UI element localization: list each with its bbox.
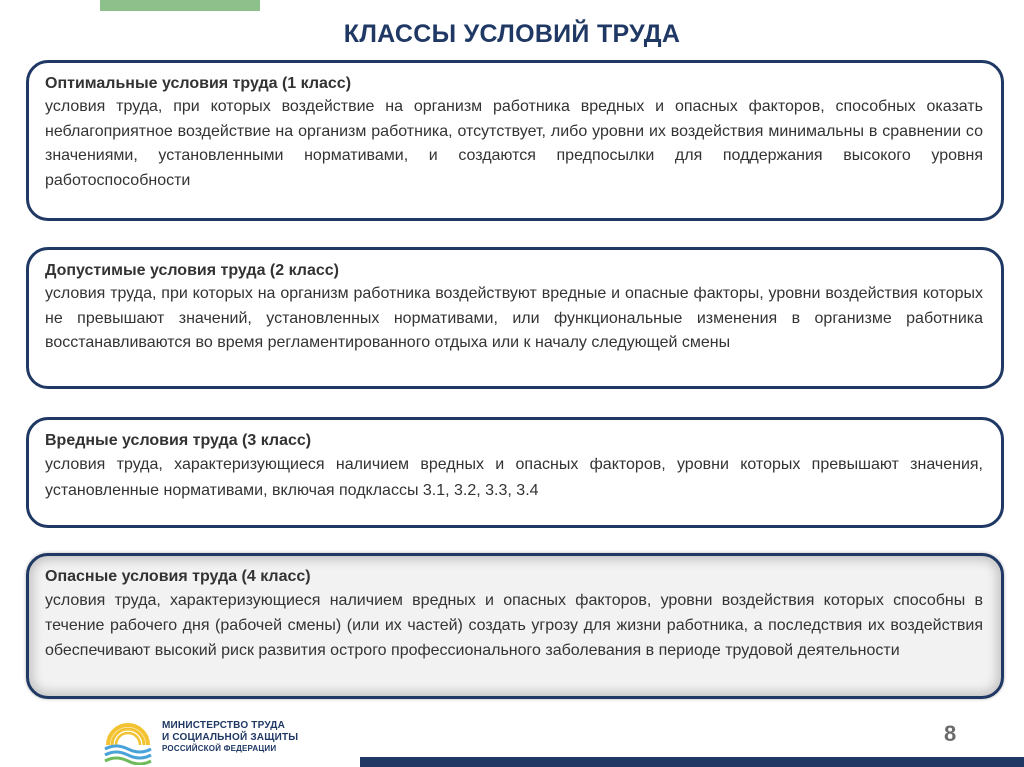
ministry-logo-icon [102, 715, 154, 765]
slide-title: КЛАССЫ УСЛОВИЙ ТРУДА [343, 20, 681, 48]
class-description: условия труда, при которых воздействие на организм работника вредных и опасных факторов, способных оказать неблагоприятное воздействие на организм работника, отсутствует, либо уровни их воздействия минимальны в сравнении со значениями, установленными нормативами, и создаются предпосылки для поддержания высокого уровня работоспособности [45, 98, 983, 189]
ministry-line-3: РОССИЙСКОЙ ФЕДЕРАЦИИ [162, 744, 277, 753]
top-accent-bar [100, 0, 260, 11]
class-heading: Опасные условия труда (4 класс) [45, 568, 311, 585]
ministry-line-2: И СОЦИАЛЬНОЙ ЗАЩИТЫ [162, 731, 299, 743]
class-card-3 [26, 417, 1004, 528]
class-card-1 [26, 60, 1004, 221]
class-description: условия труда, характеризующиеся наличием вредных и опасных факторов, уровни воздействия которых способны в течение рабочего дня (рабочей смены) (или их частей) создать угрозу для жизни работника, а последствия их воздействия обеспечивают высокий риск развития острого профессионального заболевания в периоде трудовой деятельности [45, 592, 983, 659]
ministry-line-1: МИНИСТЕРСТВО ТРУДА [162, 720, 286, 731]
class-heading: Оптимальные условия труда (1 класс) [45, 75, 352, 92]
class-heading: Вредные условия труда (3 класс) [45, 432, 312, 449]
class-description: условия труда, при которых на организм работника воздействуют вредные и опасные факторы, уровни воздействия которых не превышают значений, установленных нормативами, или функциональные изменения в организме работника восстанавливаются во время регламентированного отдыха или к началу следующей смены [45, 285, 983, 351]
bottom-rule [360, 757, 1024, 767]
class-card-4 [26, 553, 1004, 699]
ministry-name [162, 720, 298, 755]
class-card-2 [26, 247, 1004, 389]
class-heading: Допустимые условия труда (2 класс) [45, 262, 339, 279]
class-description: условия труда, характеризующиеся наличием вредных и опасных факторов, уровни которых превышают значения, установленные нормативами, включая подклассы 3.1, 3.2, 3.3, 3.4 [45, 456, 983, 499]
page-number: 8 [944, 721, 957, 746]
